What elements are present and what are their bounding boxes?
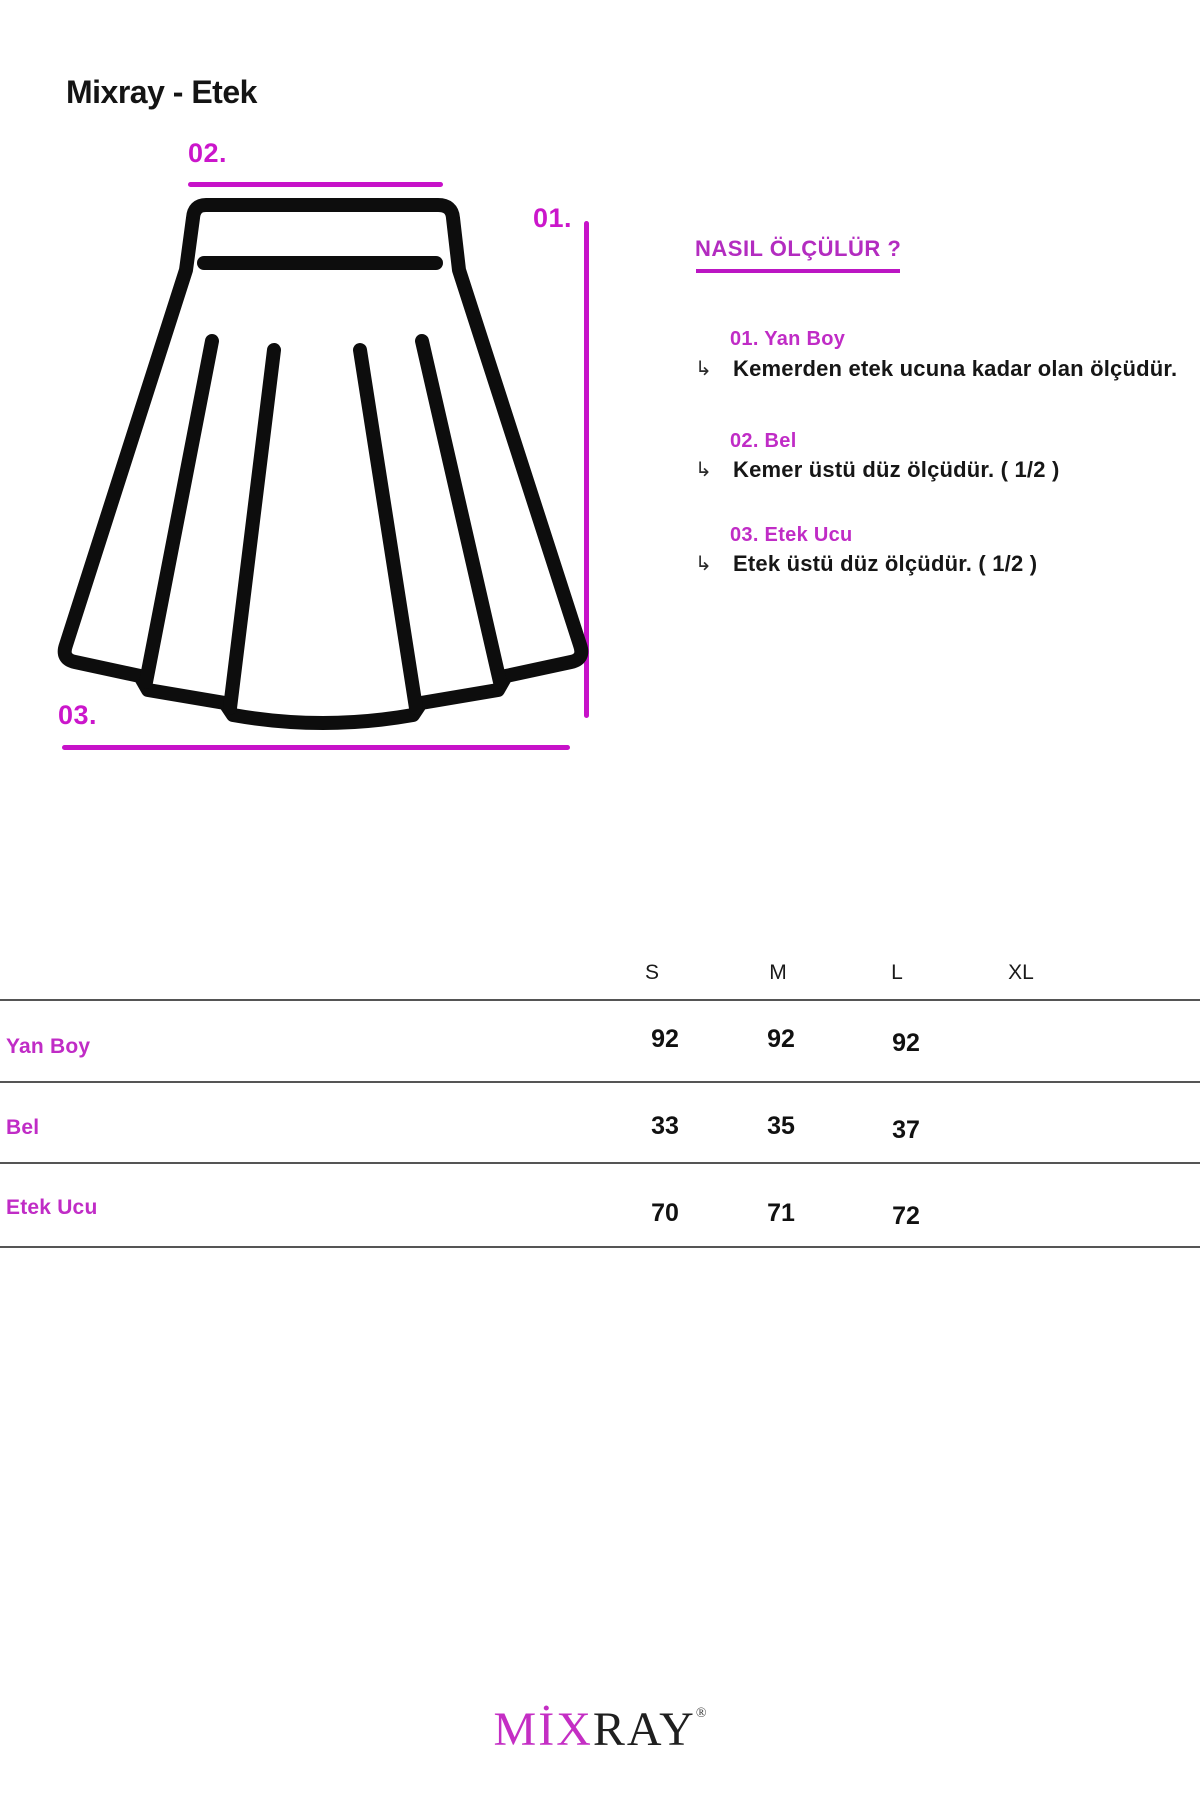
brand-logo-mix: MİX [493,1703,593,1756]
corner-arrow-icon: ↳ [695,459,712,481]
howto-heading: NASIL ÖLÇÜLÜR ? [695,236,902,261]
brand-logo [0,1702,1200,1757]
howto-item-2-title: 02. Bel [730,430,797,452]
skirt-outline-path [65,205,582,723]
page-title: Mixray - Etek [66,74,257,110]
skirt-diagram-icon [40,190,600,750]
table-cell: 33 [651,1112,679,1140]
size-column-xl: XL [1008,961,1034,984]
corner-arrow-icon: ↳ [695,358,712,380]
table-cell: 35 [767,1112,795,1140]
table-row-label-etek-ucu: Etek Ucu [6,1196,98,1219]
howto-item-2 [695,457,1059,483]
measure-line-02 [188,182,443,187]
measure-label-02: 02. [188,138,228,168]
table-cell: 92 [767,1025,795,1053]
table-divider [0,1246,1200,1248]
table-cell: 37 [892,1116,920,1144]
table-cell: 92 [892,1029,920,1057]
corner-arrow-icon: ↳ [695,553,712,575]
size-column-m: M [769,961,787,984]
table-cell: 72 [892,1202,920,1230]
table-divider [0,999,1200,1001]
table-cell: 71 [767,1199,795,1227]
howto-item-3-desc: Etek üstü düz ölçüdür. ( 1/2 ) [733,551,1038,576]
table-row-label-bel: Bel [6,1116,40,1139]
table-row-label-yan-boy: Yan Boy [6,1035,91,1058]
table-cell: 92 [651,1025,679,1053]
registered-trademark-icon: ® [695,1706,707,1721]
measure-label-01: 01. [533,203,573,233]
howto-item-3 [695,551,1037,577]
howto-item-1-title: 01. Yan Boy [730,328,846,350]
howto-item-3-title: 03. Etek Ucu [730,524,853,546]
size-column-s: S [644,961,660,984]
howto-item-1 [695,356,1177,382]
howto-heading-underline [696,269,900,273]
howto-item-2-desc: Kemer üstü düz ölçüdür. ( 1/2 ) [733,457,1060,482]
table-divider [0,1081,1200,1083]
measure-label-03: 03. [58,700,98,730]
brand-logo-ray: RAY [592,1703,696,1756]
table-divider [0,1162,1200,1164]
table-cell: 70 [651,1199,679,1227]
howto-item-1-desc: Kemerden etek ucuna kadar olan ölçüdür. [733,356,1178,381]
size-column-l: L [891,961,903,984]
